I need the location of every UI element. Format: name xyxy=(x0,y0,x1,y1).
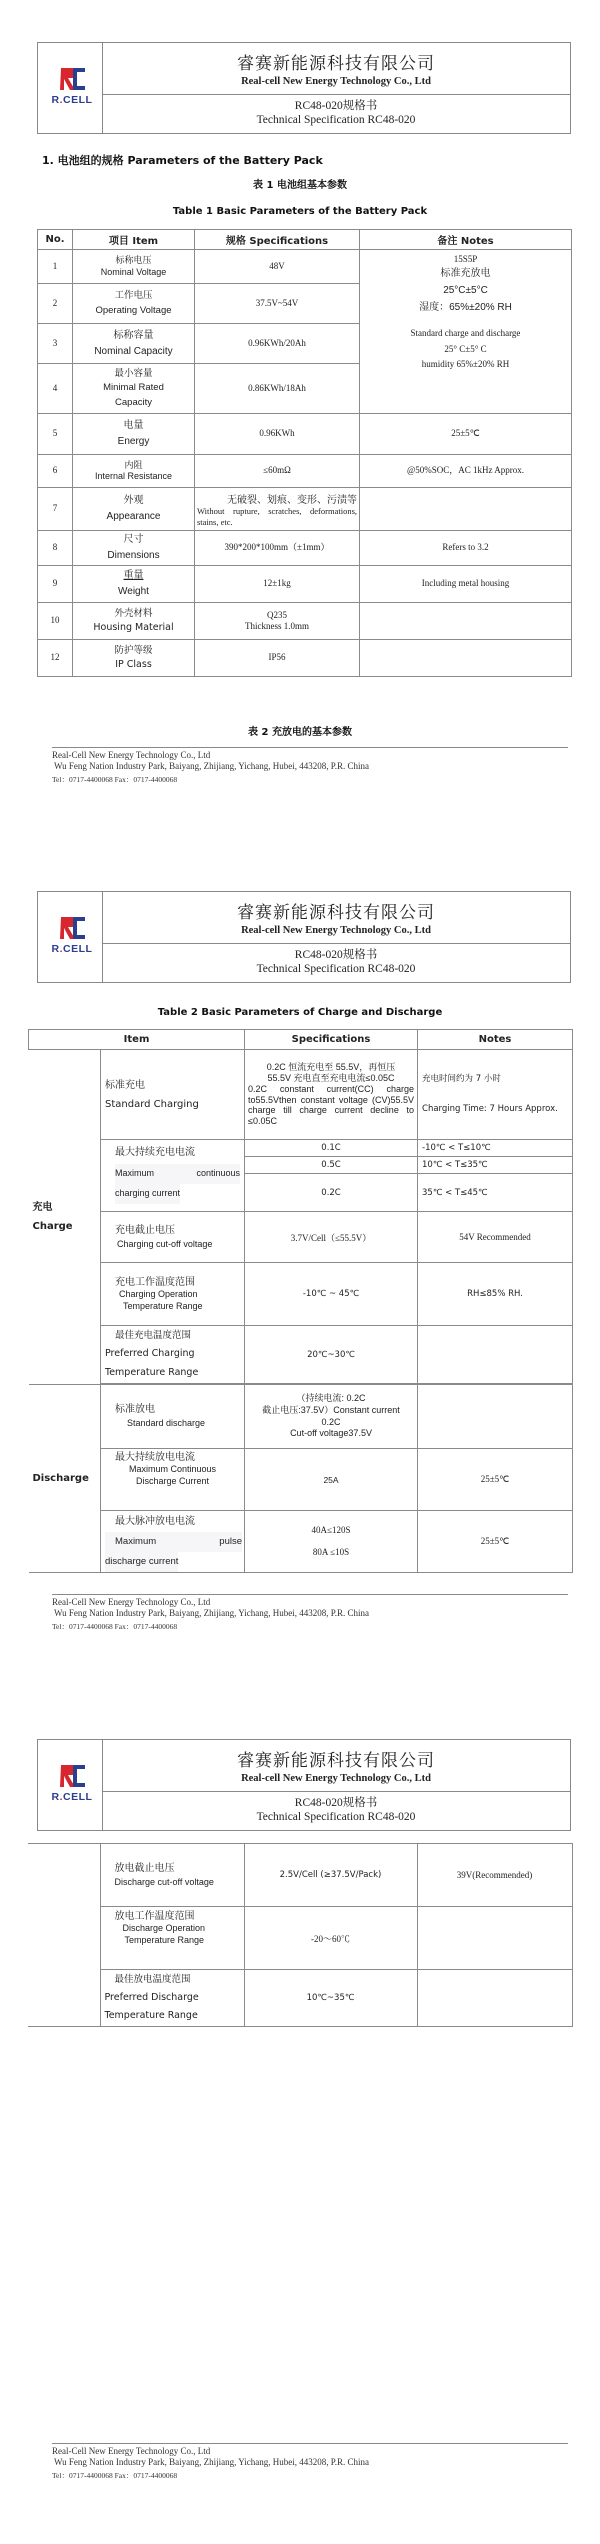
group-discharge-cont xyxy=(28,1844,100,2027)
item-cn: 最大脉冲放电电流 xyxy=(115,1516,195,1528)
item-en: Housing Material xyxy=(93,622,174,633)
footer-address: Wu Feng Nation Industry Park, Baiyang, Zhijiang, Yichang, Hubei, 443208, P.R. China xyxy=(54,1608,370,1618)
row-item xyxy=(100,1907,244,1970)
footer-company: Real-Cell New Energy Technology Co., Ltd xyxy=(52,2446,211,2456)
row-spec xyxy=(245,1050,418,1140)
company-logo xyxy=(46,914,96,960)
item-cn: 标准充电 xyxy=(105,1079,145,1091)
row-item xyxy=(101,1511,245,1573)
logo-wordmark: R.CELL xyxy=(51,943,93,955)
spec-line: 40A≤120S xyxy=(311,1524,351,1535)
row-note: RH≤85% RH. xyxy=(418,1263,573,1326)
row-no: 12 xyxy=(38,640,73,677)
item-cn: 尺寸 xyxy=(123,534,144,545)
item-en: Temperature Range xyxy=(124,1934,205,1945)
item-en: Standard discharge xyxy=(127,1418,206,1429)
row-note: Including metal housing xyxy=(360,566,572,603)
footer-contact: Tel：0717-4400068 Fax：0717-4400068 xyxy=(52,2471,178,2480)
item-en: Appearance xyxy=(106,511,161,522)
row-item xyxy=(101,1212,245,1263)
company-name-en: Real-cell New Energy Technology Co., Ltd xyxy=(241,925,431,936)
item-cn: 标称容量 xyxy=(113,329,154,341)
table-row xyxy=(29,1263,573,1326)
row-note xyxy=(417,1907,572,1970)
col-header-notes: Notes xyxy=(418,1030,573,1050)
item-en: Nominal Capacity xyxy=(94,345,173,357)
row-note xyxy=(418,1050,573,1140)
row-item xyxy=(73,603,195,640)
item-en: Maximum pulse xyxy=(105,1532,242,1552)
item-cn: 重量 xyxy=(123,570,144,581)
col-header-spec: 规格 Specifications xyxy=(195,230,360,250)
spec-line: 0.2C xyxy=(321,1416,341,1427)
row-spec: -20～60℃ xyxy=(244,1907,417,1970)
row-spec: 390*200*100mm（±1mm） xyxy=(195,531,360,566)
row-spec: 3.7V/Cell（≤55.5V） xyxy=(245,1212,418,1263)
row-spec: 20℃~30℃ xyxy=(245,1326,418,1384)
row-item xyxy=(101,1050,245,1140)
row-spec xyxy=(195,603,360,640)
doc-title-en: Technical Specification RC48-020 xyxy=(256,114,416,126)
row-note: Refers to 3.2 xyxy=(360,531,572,566)
row-item xyxy=(73,284,195,324)
item-cn: 电量 xyxy=(123,420,144,431)
item-en: Discharge cut-off voltage xyxy=(114,1876,214,1887)
row-spec: 0.96KWh xyxy=(195,414,360,455)
table-row xyxy=(38,488,572,531)
item-en: Internal Resistance xyxy=(94,471,173,481)
col-header-spec: Specifications xyxy=(245,1030,418,1050)
spec-en: Without rupture, scratches, deformations, stains, etc. xyxy=(197,505,357,527)
item-cn: 最佳放电温度范围 xyxy=(114,1973,191,1985)
note-en: Charging Time: 7 Hours Approx. xyxy=(422,1103,558,1114)
group-label-cn: 充电 xyxy=(32,1202,53,1213)
table-row xyxy=(38,455,572,488)
table1-caption-en: Table 1 Basic Parameters of the Battery Pack xyxy=(172,206,428,217)
page-header xyxy=(37,1739,571,1831)
item-en: Temperature Range xyxy=(104,2010,198,2022)
row-spec: 37.5V~54V xyxy=(195,284,360,324)
group-label-en: Charge xyxy=(32,1221,73,1232)
row-note: 25±5℃ xyxy=(360,414,572,455)
row-item xyxy=(100,1844,244,1907)
page-footer xyxy=(52,1594,568,1632)
item-cn: 工作电压 xyxy=(114,290,153,302)
note-line: 25°C±5°C xyxy=(443,285,488,297)
table1-caption-cn: 表 1 电池组基本参数 xyxy=(253,180,347,191)
item-en: Energy xyxy=(117,436,150,447)
row-no: 1 xyxy=(38,250,73,284)
item-en: Operating Voltage xyxy=(95,304,172,316)
company-name-cn: 睿赛新能源科技有限公司 xyxy=(237,54,435,74)
doc-title-cn: RC48-020规格书 xyxy=(294,100,378,112)
row-item xyxy=(101,1140,245,1212)
item-en: Minimal Rated Capacity xyxy=(103,382,164,408)
logo-wordmark: R.CELL xyxy=(51,94,93,106)
company-logo xyxy=(46,1762,96,1808)
item-en: charging current xyxy=(115,1184,180,1204)
table-row xyxy=(28,1844,572,1907)
row-note xyxy=(418,1326,573,1384)
spec-line: 80A ≤10S xyxy=(312,1546,350,1557)
footer-address: Wu Feng Nation Industry Park, Baiyang, Zhijiang, Yichang, Hubei, 443208, P.R. China xyxy=(54,2457,370,2467)
note-line: 15S5P xyxy=(453,254,478,264)
item-en: Maximum Continuous xyxy=(128,1464,217,1474)
company-name-cell xyxy=(102,892,570,944)
table-row xyxy=(29,1212,573,1263)
item-cn: 放电截止电压 xyxy=(114,1863,175,1875)
note-line: 标准充放电 xyxy=(440,268,491,280)
row-note: 35℃ < T≤45℃ xyxy=(418,1174,573,1212)
item-en: IP Class xyxy=(115,659,152,670)
item-cn: 外观 xyxy=(123,495,144,506)
row-item xyxy=(101,1326,245,1384)
table2 xyxy=(28,1029,573,1573)
item-en: Charging cut-off voltage xyxy=(117,1238,213,1249)
row-item xyxy=(73,364,195,414)
note-line: Standard charge and discharge xyxy=(410,328,521,339)
row-spec xyxy=(245,1511,418,1573)
table-row xyxy=(38,250,572,284)
item-cn: 充电工作温度范围 xyxy=(115,1276,195,1288)
row-item xyxy=(73,488,195,531)
company-name-cn: 睿赛新能源科技有限公司 xyxy=(237,1751,435,1771)
item-cn: 标准放电 xyxy=(115,1404,155,1416)
row-spec xyxy=(245,1385,418,1449)
logo-cell xyxy=(38,1740,103,1830)
item-cn: 外壳材料 xyxy=(114,607,153,619)
page-header xyxy=(37,42,571,134)
row-no: 5 xyxy=(38,414,73,455)
table2-header-row xyxy=(29,1030,573,1050)
row-no: 9 xyxy=(38,566,73,603)
row-note: @50%SOC，AC 1kHz Approx. xyxy=(360,455,572,488)
col-header-no: No. xyxy=(38,230,73,250)
item-en: Preferred Discharge xyxy=(104,1991,199,2003)
company-name-cn: 睿赛新能源科技有限公司 xyxy=(237,903,435,923)
table1-header-row xyxy=(38,230,572,250)
table-row xyxy=(28,1907,572,1970)
row-no: 4 xyxy=(38,364,73,414)
doc-title-cell xyxy=(102,94,570,133)
row-spec xyxy=(195,488,360,531)
company-name-cell xyxy=(102,43,570,95)
col-header-notes: 备注 Notes xyxy=(360,230,572,250)
item-cn: 最佳充电温度范围 xyxy=(115,1330,192,1342)
table2-caption-en: Table 2 Basic Parameters of Charge and Discharge xyxy=(157,1007,443,1018)
table-row xyxy=(29,1449,573,1511)
section-title: 1. 电池组的规格 Parameters of the Battery Pack xyxy=(42,154,323,167)
page-footer xyxy=(52,747,568,785)
row-no: 8 xyxy=(38,531,73,566)
col-header-item: 项目 Item xyxy=(73,230,195,250)
item-en: Discharge Operation xyxy=(122,1923,206,1933)
item-en: Standard Charging xyxy=(105,1098,199,1110)
row-item xyxy=(73,414,195,455)
row-spec: -10℃ ~ 45℃ xyxy=(245,1263,418,1326)
row-spec: 0.2C xyxy=(245,1174,418,1212)
group-label-en: Discharge xyxy=(32,1473,89,1484)
table2-continued xyxy=(28,1843,573,2027)
row-note: 25±5℃ xyxy=(418,1449,573,1511)
item-cn: 最小容量 xyxy=(114,368,153,380)
item-en: discharge current xyxy=(105,1552,178,1572)
spec-line: Q235 xyxy=(267,609,287,620)
spec-cn: 无破裂、划痕、变形、污渍等 xyxy=(227,494,357,506)
item-cn: 最大持续充电电流 xyxy=(115,1147,195,1158)
note-cn: 充电时间约为 7 小时 xyxy=(422,1074,501,1085)
item-cn: 最大持续放电电流 xyxy=(115,1452,195,1463)
group-charge xyxy=(29,1050,101,1385)
footer-contact: Tel：0717-4400068 Fax：0717-4400068 xyxy=(52,1622,178,1631)
spec-line: Thickness 1.0mm xyxy=(245,621,309,631)
row-item xyxy=(73,455,195,488)
page-header xyxy=(37,891,571,983)
row-item xyxy=(73,324,195,364)
item-cn: 充电截止电压 xyxy=(115,1225,175,1237)
item-en: Nominal Voltage xyxy=(100,266,167,277)
table-row xyxy=(28,1970,572,2027)
row-spec: 12±1kg xyxy=(195,566,360,603)
doc-title-cn: RC48-020规格书 xyxy=(294,949,378,961)
logo-cell xyxy=(38,43,103,133)
table-row xyxy=(38,414,572,455)
table-row xyxy=(38,531,572,566)
item-en: Dimensions xyxy=(107,550,160,561)
footer-company: Real-Cell New Energy Technology Co., Ltd xyxy=(52,1597,211,1607)
doc-title-cell xyxy=(102,943,570,982)
footer-contact: Tel：0717-4400068 Fax：0717-4400068 xyxy=(52,775,178,784)
item-cn: 内阻 xyxy=(124,459,143,470)
row-note: -10℃ < T≤10℃ xyxy=(418,1140,573,1157)
row-note xyxy=(360,488,572,531)
item-en: Weight xyxy=(118,586,149,597)
spec-en: 0.2C constant current(CC) charge to55.5Vthen constant voltage (CV)55.5V charge till charge current decline to ≤0.05C xyxy=(248,1083,415,1127)
item-cn: 放电工作温度范围 xyxy=(114,1911,195,1922)
row-spec: IP56 xyxy=(195,640,360,677)
row-spec: 0.1C xyxy=(245,1140,418,1157)
company-name-cell xyxy=(102,1740,570,1792)
group-discharge xyxy=(29,1385,101,1573)
footer-address: Wu Feng Nation Industry Park, Baiyang, Zhijiang, Yichang, Hubei, 443208, P.R. China xyxy=(54,761,370,771)
row-spec: 2.5V/Cell (≥37.5V/Pack) xyxy=(244,1844,417,1907)
row-spec: 48V xyxy=(195,250,360,284)
row-spec: 25A xyxy=(245,1449,418,1511)
table-row xyxy=(29,1140,573,1157)
item-en: Preferred Charging xyxy=(105,1348,195,1360)
table-row xyxy=(38,566,572,603)
row-no: 2 xyxy=(38,284,73,324)
row-item xyxy=(100,1970,244,2027)
table-row xyxy=(29,1385,573,1449)
row-no: 7 xyxy=(38,488,73,531)
spec-line: 截止电压:37.5V）Constant current xyxy=(262,1404,400,1415)
row-note xyxy=(417,1970,572,2027)
footer-company: Real-Cell New Energy Technology Co., Ltd xyxy=(52,750,211,760)
row-note: 10℃ < T≤35℃ xyxy=(418,1157,573,1174)
row-spec: 0.86KWh/18Ah xyxy=(195,364,360,414)
row-note: 25±5℃ xyxy=(418,1511,573,1573)
doc-title-en: Technical Specification RC48-020 xyxy=(256,963,416,975)
row-item xyxy=(73,640,195,677)
logo-cell xyxy=(38,892,103,982)
col-header-item: Item xyxy=(29,1030,245,1050)
rc-logo-mark-icon xyxy=(58,65,86,93)
table1 xyxy=(37,229,572,677)
row-spec: 10℃~35℃ xyxy=(244,1970,417,2027)
note-line: 25° C±5° C xyxy=(444,343,487,354)
row-note: 39V(Recommended) xyxy=(417,1844,572,1907)
item-en: Temperature Range xyxy=(105,1366,199,1378)
table-row xyxy=(29,1511,573,1573)
table-row xyxy=(38,603,572,640)
spec-cn: 55.5V 充电直至充电电流≤0.05C xyxy=(267,1072,395,1083)
doc-title-cell xyxy=(102,1791,570,1830)
note-line: humidity 65%±20% RH xyxy=(421,358,510,369)
spec-line: Cut-off voltage37.5V xyxy=(290,1428,372,1439)
rc-logo-mark-icon xyxy=(58,1762,86,1790)
table-row xyxy=(29,1326,573,1384)
item-en: Temperature Range xyxy=(123,1300,203,1311)
row-spec: ≤60mΩ xyxy=(195,455,360,488)
row-item xyxy=(101,1385,245,1449)
row-item xyxy=(73,531,195,566)
spec-line: （持续电流: 0.2C xyxy=(296,1393,366,1404)
company-logo xyxy=(46,65,96,111)
merged-note xyxy=(360,250,572,414)
company-name-en: Real-cell New Energy Technology Co., Ltd xyxy=(241,76,431,87)
row-note xyxy=(360,640,572,677)
row-no: 6 xyxy=(38,455,73,488)
row-note xyxy=(360,603,572,640)
row-spec: 0.5C xyxy=(245,1157,418,1174)
row-item xyxy=(101,1449,245,1511)
table-row xyxy=(29,1050,573,1140)
row-item xyxy=(101,1263,245,1326)
item-en: Discharge Current xyxy=(135,1475,210,1486)
item-en: Charging Operation xyxy=(119,1288,198,1299)
item-en: Maximum continuous xyxy=(115,1164,240,1184)
page-footer xyxy=(52,2443,568,2481)
doc-title-en: Technical Specification RC48-020 xyxy=(256,1811,416,1823)
row-item xyxy=(73,250,195,284)
table-row xyxy=(38,640,572,677)
row-note xyxy=(418,1385,573,1449)
doc-title-cn: RC48-020规格书 xyxy=(294,1797,378,1809)
company-name-en: Real-cell New Energy Technology Co., Ltd xyxy=(241,1773,431,1784)
rc-logo-mark-icon xyxy=(58,914,86,942)
item-cn: 防护等级 xyxy=(114,644,153,656)
row-no: 3 xyxy=(38,324,73,364)
item-cn: 标称电压 xyxy=(115,255,152,266)
note-line: 湿度：65%±20% RH xyxy=(419,302,512,314)
row-item xyxy=(73,566,195,603)
row-no: 10 xyxy=(38,603,73,640)
spec-cn: 0.2C 恒流充电至 55.5V，再恒压 xyxy=(266,1061,396,1072)
logo-wordmark: R.CELL xyxy=(51,1791,93,1803)
table2-caption-cn: 表 2 充放电的基本参数 xyxy=(248,727,352,738)
row-spec: 0.96KWh/20Ah xyxy=(195,324,360,364)
row-note: 54V Recommended xyxy=(418,1212,573,1263)
